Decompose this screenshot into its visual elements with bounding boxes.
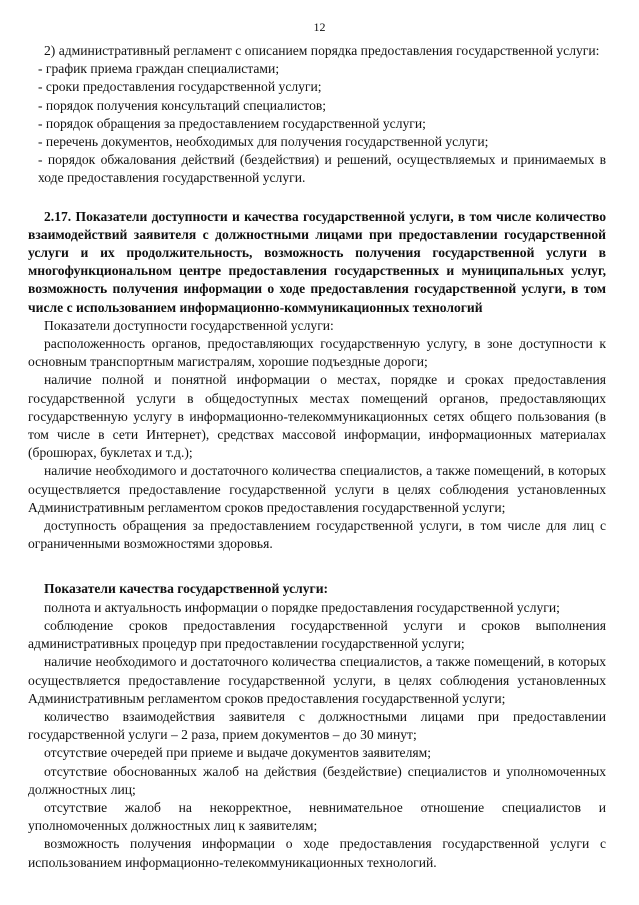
quality-item: соблюдение сроков предоставления государственной услуги и сроков выполнения административных процедур при предоставлении государственной услуги; xyxy=(28,617,606,652)
intro-lead: 2) административный регламент с описанием порядка предоставления государственной услуги: xyxy=(44,43,600,58)
intro-item: - перечень документов, необходимых для получения государственной услуги; xyxy=(38,134,489,150)
quality-item: отсутствие обоснованных жалоб на действия (бездействие) специалистов и уполномоченных должностных лиц; xyxy=(28,763,606,797)
availability-item: наличие полной и понятной информации о местах, порядке и сроках предоставления государственной услуги в общедоступных местах помещений органов, предоставляющих государственную услугу в информационно-телекоммуникационных сетях общего пользования (в том числе в сети Интернет), средствах массовой информации, информационных материалах (брошюрах, буклетах и т.д.); xyxy=(28,372,606,461)
quality-item: полнота и актуальность информации о порядке предоставления государственной услуги; xyxy=(44,599,560,615)
availability-title: Показатели доступности государственной услуги: xyxy=(44,317,334,333)
quality-item: отсутствие жалоб на некорректное, невнимательное отношение специалистов и уполномоченных должностных лиц к заявителям; xyxy=(28,799,606,834)
availability-item: наличие необходимого и достаточного количества специалистов, а также помещений, в которых осуществляется предоставление государственной услуги в целях соблюдения установленных Административным регламентом сроков предоставления государственной услуги; xyxy=(28,463,606,515)
quality-item: количество взаимодействия заявителя с должностными лицами при предоставлении государственной услуги – 2 раза, прием документов – до 30 минут; xyxy=(28,708,606,743)
intro-item: - порядок получения консультаций специалистов; xyxy=(38,97,327,113)
intro-item: - порядок обращения за предоставлением государственной услуги; xyxy=(38,115,426,131)
page-number: 12 xyxy=(313,20,326,34)
intro-item: - график приема граждан специалистами; xyxy=(38,61,280,77)
availability-item: доступность обращения за предоставлением государственной услуги, в том числе для лиц с ограниченными возможностями здоровья. xyxy=(28,518,606,552)
availability-item: расположенность органов, предоставляющих государственную услугу, в зоне доступности к основным транспортным магистралям, хорошие подъездные дороги; xyxy=(28,336,606,370)
section-heading: 2.17. Показатели доступности и качества государственной услуги, в том числе количество взаимодействий заявителя с должностными лицами при предоставлении государственной услуги и их продолжительность, возможность получения государственной услуги в многофункциональном центре предоставления государственных и муниципальных услуг, возможность получения информации о ходе предоставления государственной услуги, в том числе с использованием информационно-коммуникационных технологий xyxy=(28,208,606,315)
quality-title: Показатели качества государственной услуги: xyxy=(44,581,329,597)
intro-item: - порядок обжалования действий (бездействия) и решений, осуществляемых и принимаемых в ходе предоставления государственной услуги. xyxy=(38,152,606,186)
document-body xyxy=(28,42,606,872)
intro-item: - сроки предоставления государственной услуги; xyxy=(38,79,322,95)
quality-item: отсутствие очередей при приеме и выдаче документов заявителям; xyxy=(44,745,431,761)
quality-item: возможность получения информации о ходе предоставления государственной услуги с использованием информационно-телекоммуникационных технологий. xyxy=(28,836,606,870)
quality-item: наличие необходимого и достаточного количества специалистов, а также помещений, в которых осуществляется предоставление государственной услуги, в целях соблюдения установленных Административным регламентом сроков предоставления государственной услуги; xyxy=(28,654,606,706)
